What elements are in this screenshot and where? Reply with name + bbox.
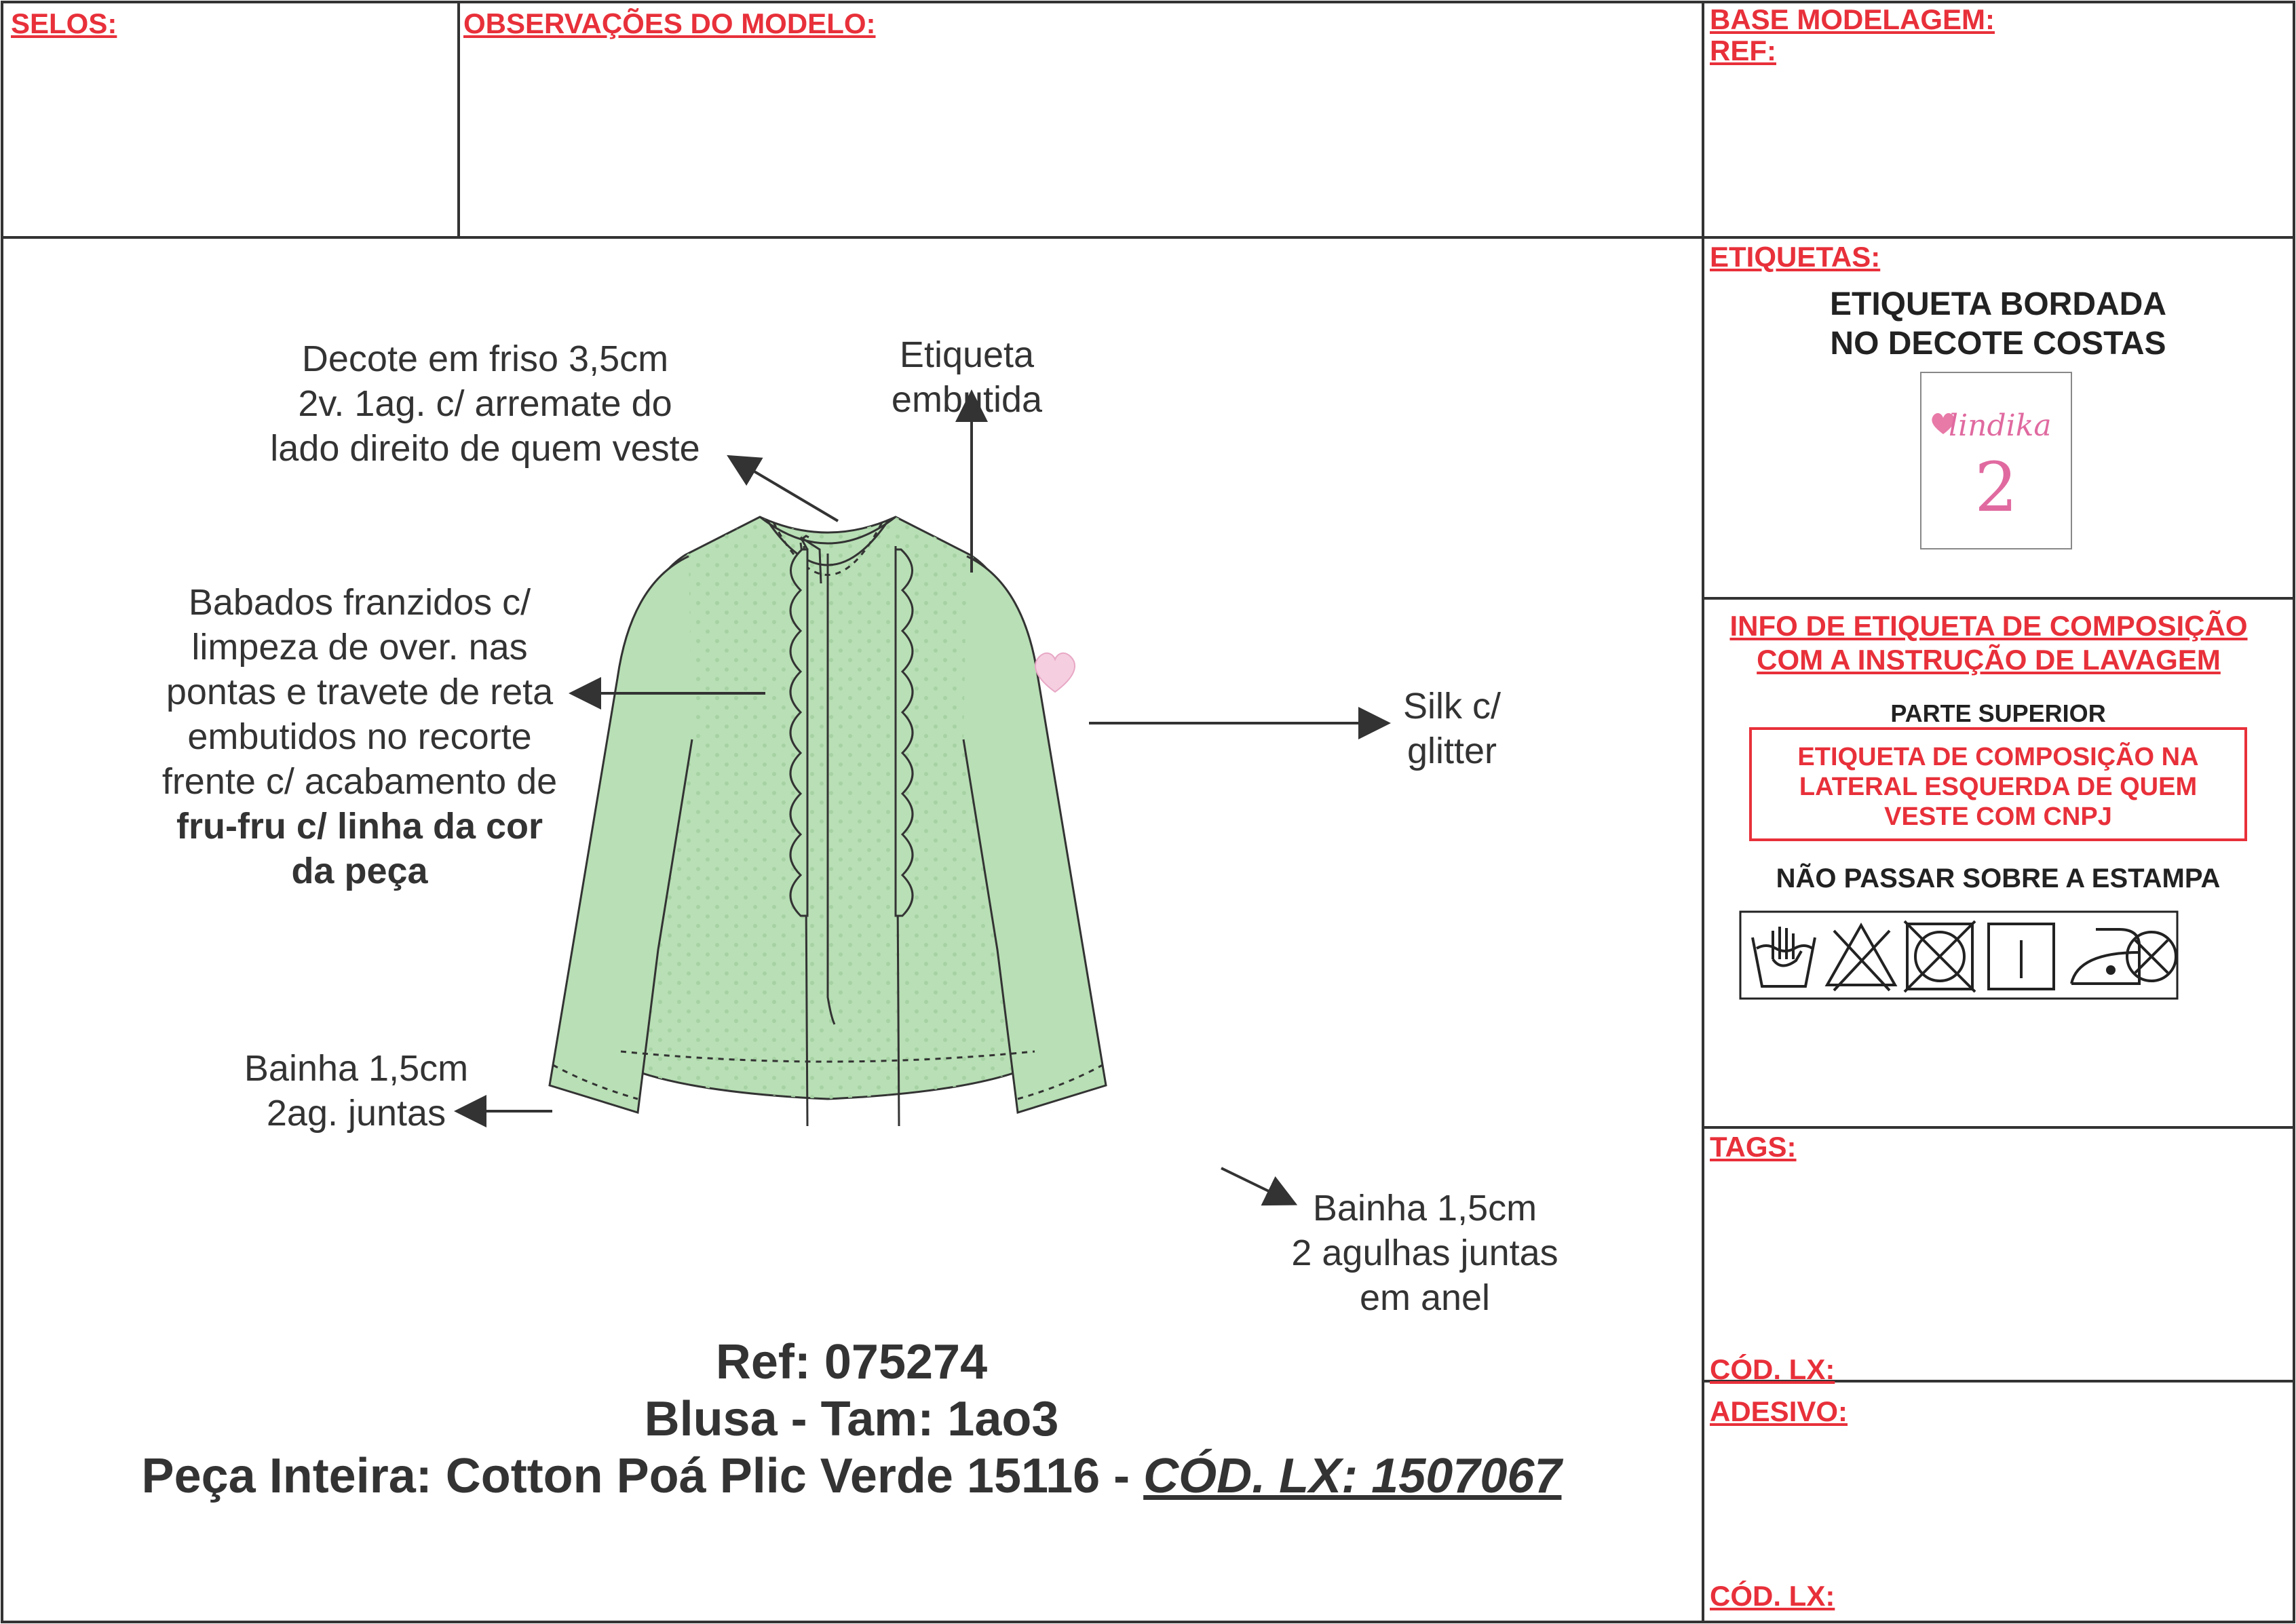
etiqueta-embutida-annotation [848,332,1086,422]
cod-lx-header-2: CÓD. LX: [1710,1580,1835,1612]
peca-prefix: Peça Inteira: Cotton Poá Plic Verde 15116 - [141,1449,1144,1503]
tags-header: TAGS: [1710,1131,1797,1163]
etiqueta-line-2: NO DECOTE COSTAS [1830,326,2166,362]
decote-annotation [231,336,740,471]
composicao-box-text [1752,742,2244,832]
bainha-manga-annotation [217,1046,495,1136]
brand-size: 2 [1974,448,2018,527]
no-tumble-dry-icon [1905,921,1975,992]
bainha-barra-line-3: em anel [1359,1277,1491,1318]
ref-title: Ref: 075274 [715,1335,988,1389]
heart-silk-text: Bullet [1049,710,1079,720]
babados-line-1: Babados franzidos c/ [188,582,531,623]
ref-header: REF: [1710,35,1776,66]
silk-line-2: glitter [1407,731,1497,771]
decote-line-2: 2v. 1ag. c/ arremate do [298,383,672,424]
composicao-line-3: VESTE COM CNPJ [1884,803,2112,831]
decote-line-1: Decote em friso 3,5cm [301,339,669,379]
etiqueta-line-1: ETIQUETA BORDADA [1830,286,2166,322]
care-symbols [1739,910,2179,1000]
composicao-box [1749,727,2247,841]
no-dry-clean-icon [2127,932,2176,981]
silk-line-1: Silk c/ [1402,686,1501,727]
hand-wash-icon [1753,927,1815,986]
etiqueta-embutida-line-1: Etiqueta [899,334,1035,375]
brand-label-card [1920,372,2072,549]
selos-header: SELOS: [11,7,117,39]
babados-line-5: frente c/ acabamento de [161,761,558,802]
bainha-manga-line-1: Bainha 1,5cm [244,1048,469,1089]
peca-title [0,1448,1703,1505]
babados-line-3: pontas e travete de reta [166,672,554,712]
babados-line-7: da peça [291,851,428,891]
nao-passar-text: NÃO PASSAR SOBRE A ESTAMPA [1776,864,2221,893]
etiquetas-header: ETIQUETAS: [1710,241,1881,273]
babados-line-4: embutidos no recorte [187,716,532,757]
line-dry-icon [1989,924,2054,989]
adesivo-header: ADESIVO: [1710,1395,1848,1427]
silk-annotation [1384,684,1520,773]
decote-line-3: lado direito de quem veste [270,428,700,469]
etiqueta-embutida-line-2: embutida [891,379,1043,420]
composicao-line-2: LATERAL ESQUERDA DE QUEM [1799,773,2198,801]
bainha-manga-line-2: 2ag. juntas [266,1093,446,1134]
bainha-barra-annotation [1262,1186,1588,1320]
babados-line-2: limpeza de over. nas [191,627,528,668]
bainha-barra-line-2: 2 agulhas juntas [1291,1233,1558,1273]
base-modelagem-header: BASE MODELAGEM: [1710,3,1995,35]
observacoes-header: OBSERVAÇÕES DO MODELO: [463,7,876,39]
babados-annotation [122,580,597,893]
cod-lx-header-1: CÓD. LX: [1710,1353,1835,1385]
no-bleach-icon [1827,925,1895,990]
iron-low-icon [2071,929,2139,984]
brand-name: lindika [1949,408,2052,443]
etiqueta-bordada-text [1710,285,2287,364]
produto-title: Blusa - Tam: 1ao3 [644,1392,1059,1446]
parte-superior-text: PARTE SUPERIOR [1890,699,2106,727]
bainha-barra-line-1: Bainha 1,5cm [1312,1188,1537,1229]
babados-line-6: fru-fru c/ linha da cor [176,806,543,847]
composicao-line-1: ETIQUETA DE COMPOSIÇÃO NA [1797,743,2199,771]
peca-cod: CÓD. LX: 1507067 [1143,1449,1562,1503]
info-composicao-header-2: COM A INSTRUÇÃO DE LAVAGEM [1757,644,2221,676]
info-composicao-header-1: INFO DE ETIQUETA DE COMPOSIÇÃO [1729,610,2248,642]
